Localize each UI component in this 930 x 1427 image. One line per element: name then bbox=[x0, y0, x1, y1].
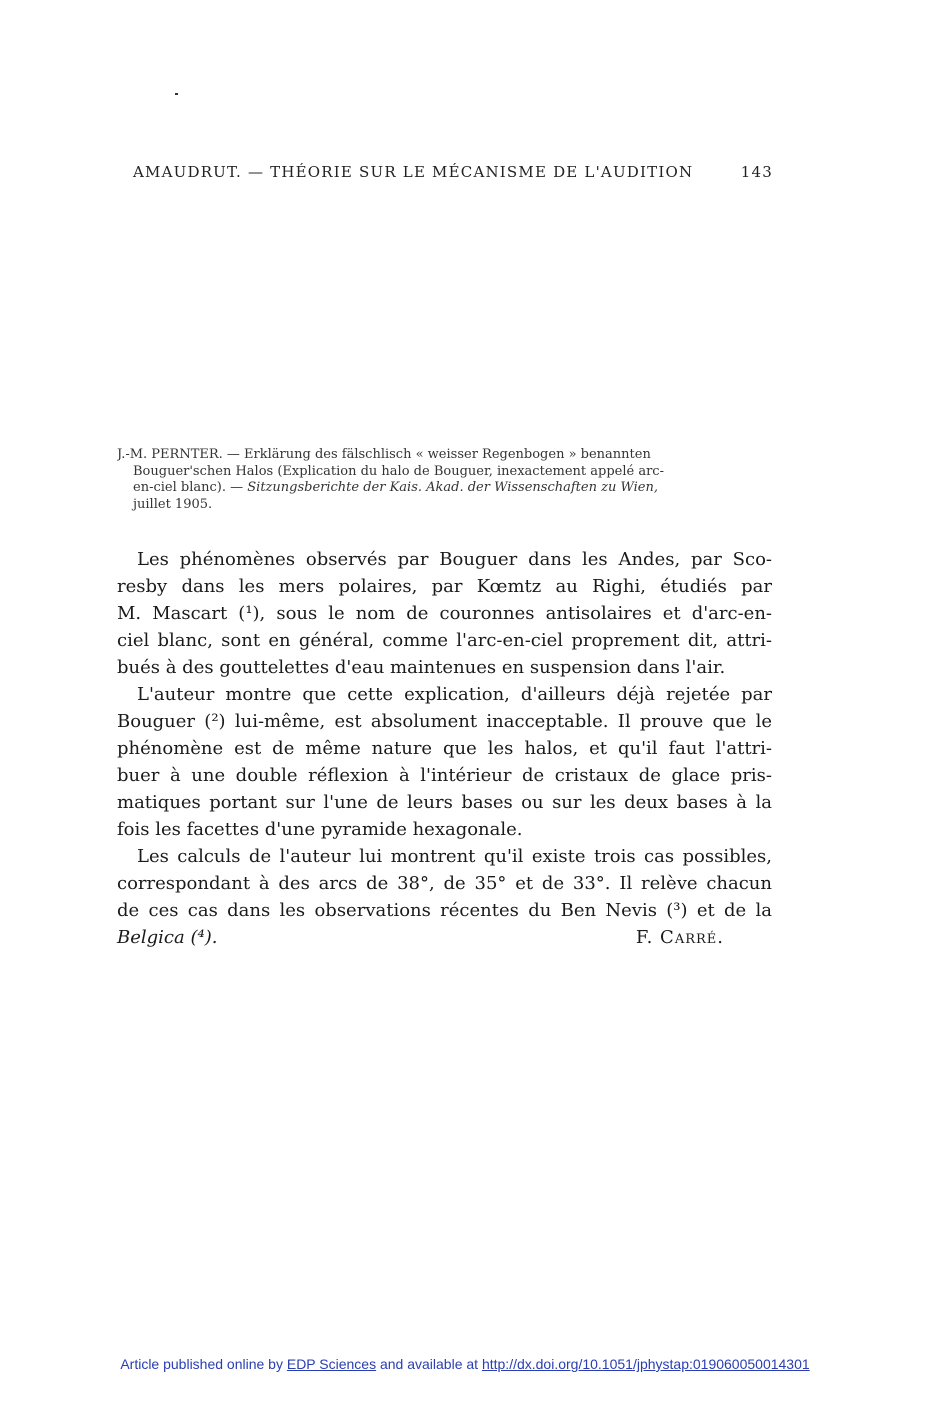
publication-footer bbox=[0, 1356, 930, 1372]
reference-line bbox=[117, 480, 772, 497]
doi-link[interactable]: http://dx.doi.org/10.1051/jphystap:019060050014301 bbox=[481, 1356, 810, 1372]
running-head-title: AMAUDRUT. — THÉORIE SUR LE MÉCANISME DE L'AUDITION bbox=[133, 163, 694, 181]
body-line: ciel blanc, sont en général, comme l'arc-en-ciel proprement dit, attri- bbox=[117, 630, 772, 651]
scan-speck bbox=[175, 93, 178, 95]
body-line: fois les facettes d'une pyramide hexagonale. bbox=[117, 819, 523, 840]
body-line: Les phénomènes observés par Bouguer dans les Andes, par Sco- bbox=[137, 549, 772, 570]
reference-venue: Sitzungsberichte der Kais. Akad. der Wissenschaften zu Wien, bbox=[247, 480, 658, 495]
body-line: buer à une double réflexion à l'intérieur de cristaux de glace pris- bbox=[117, 765, 772, 786]
body-line: Bouguer (²) lui-même, est absolument inacceptable. Il prouve que le bbox=[117, 711, 772, 732]
footer-prefix: Article published online by bbox=[120, 1356, 283, 1372]
body-line: matiques portant sur l'une de leurs bases ou sur les deux bases à la bbox=[117, 792, 772, 813]
body-line: Les calculs de l'auteur lui montrent qu'il existe trois cas possibles, bbox=[137, 846, 772, 867]
reference-line: juillet 1905. bbox=[133, 496, 213, 512]
body-line: L'auteur montre que cette explication, d'ailleurs déjà rejetée par bbox=[137, 684, 772, 705]
article-body bbox=[117, 546, 772, 951]
author-signature: F. Carré. bbox=[635, 927, 724, 948]
body-final-line bbox=[117, 924, 772, 951]
body-line: Belgica (⁴). bbox=[117, 927, 218, 948]
body-line: M. Mascart (¹), sous le nom de couronnes antisolaires et d'arc-en- bbox=[117, 603, 772, 624]
body-line: resby dans les mers polaires, par Kœmtz au Righi, étudiés par bbox=[117, 576, 772, 597]
body-line: correspondant à des arcs de 38°, de 35° et de 33°. Il relève chacun bbox=[117, 873, 772, 894]
footer-middle: and available at bbox=[379, 1356, 479, 1372]
body-line: bués à des gouttelettes d'eau maintenues en suspension dans l'air. bbox=[117, 657, 726, 678]
publisher-link[interactable]: EDP Sciences bbox=[286, 1356, 377, 1372]
body-line: phénomène est de même nature que les halos, et qu'il faut l'attri- bbox=[117, 738, 772, 759]
reference-line: J.-M. PERNTER. — Erklärung des fälschlisch « weisser Regenbogen » benannten bbox=[117, 447, 651, 462]
body-line: de ces cas dans les observations récentes du Ben Nevis (³) et de la bbox=[117, 900, 772, 921]
running-head bbox=[133, 163, 773, 181]
reference-line: Bouguer'schen Halos (Explication du halo de Bouguer, inexactement appelé arc- bbox=[133, 463, 664, 479]
bibliographic-reference bbox=[117, 447, 772, 513]
page-number: 143 bbox=[740, 163, 773, 181]
reference-text: en-ciel blanc). — bbox=[133, 480, 244, 495]
